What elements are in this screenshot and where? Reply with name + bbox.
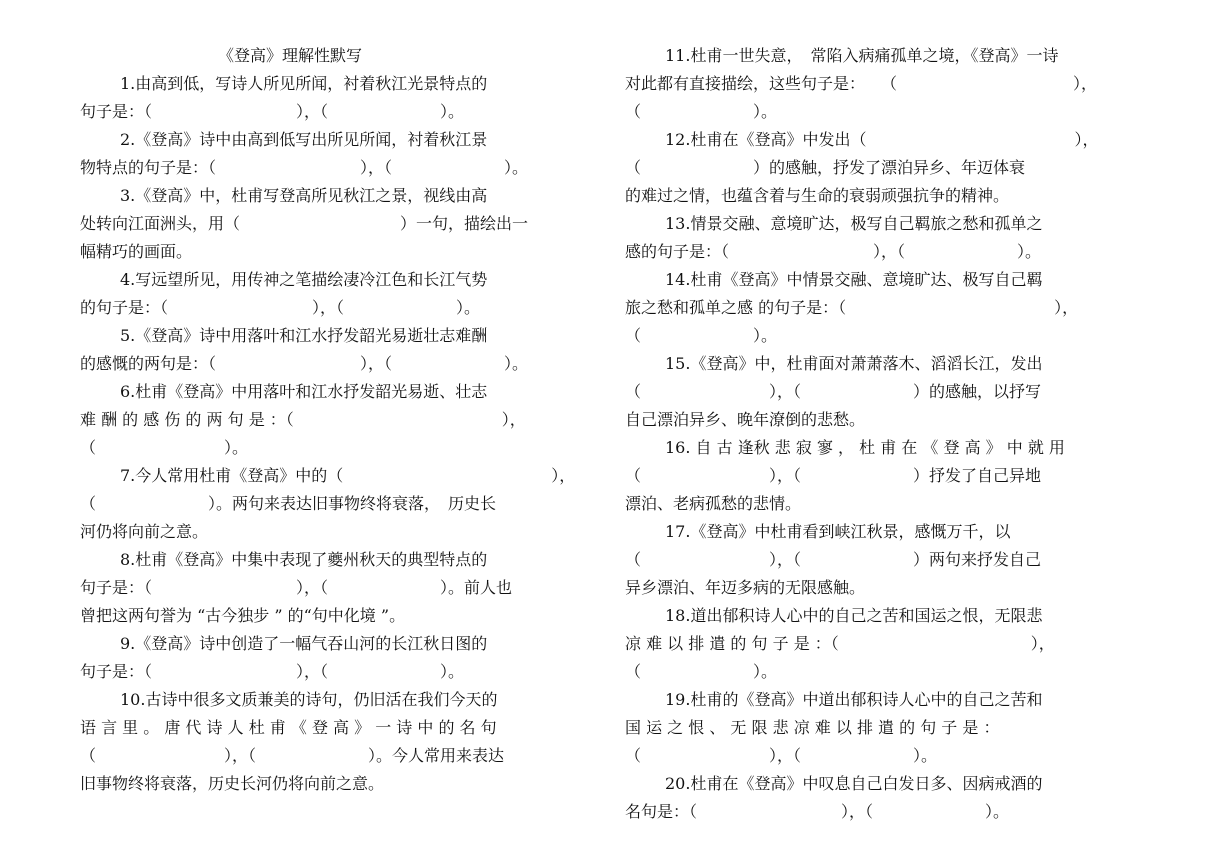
question-line: （ ），（ ）两句来抒发自己: [625, 550, 1042, 569]
question-line: 名句是：（ ），（ ）。: [625, 802, 1010, 821]
question-line: 难 酬 的 感 伤 的 两 句 是 ：（ ），: [80, 410, 526, 429]
question-line: 9.《登高》诗中创造了一幅气吞山河的长江秋日图的: [120, 634, 488, 653]
question-line: （ ）。: [80, 438, 249, 457]
question-line: 的感慨的两句是：（ ），（ ）。: [80, 354, 529, 373]
question-line: 19.杜甫的《登高》中道出郁积诗人心中的自己之苦和: [665, 690, 1043, 709]
question-line: （ ）。两句来表达旧事物终将衰落， 历史长: [80, 494, 497, 513]
question-line: 6.杜甫《登高》中用落叶和江水抒发韶光易逝、壮志: [120, 382, 488, 401]
question-line: （ ），（ ）。今人常用来表达: [80, 746, 505, 765]
question-line: 旧事物终将衰落，历史长河仍将向前之意。: [80, 774, 385, 793]
question-line: （ ），（ ）。: [625, 746, 938, 765]
question-line: 18.道出郁积诗人心中的自己之苦和国运之恨，无限悲: [665, 606, 1043, 625]
question-line: （ ）。: [625, 102, 778, 121]
question-line: （ ）。: [625, 662, 778, 681]
question-line: 2.《登高》诗中由高到低写出所见所闻，衬着秋江景: [120, 130, 488, 149]
question-line: 自己漂泊异乡、晚年潦倒的悲愁。: [625, 410, 866, 429]
question-line: （ ）的感触，抒发了漂泊异乡、年迈体衰: [625, 158, 1026, 177]
question-line: 异乡漂泊、年迈多病的无限感触。: [625, 578, 866, 597]
question-line: （ ），（ ）抒发了自己异地: [625, 466, 1042, 485]
question-line: 旅之愁和孤单之感 的句子是：（ ），: [625, 298, 1079, 317]
question-line: （ ）。: [625, 326, 778, 345]
question-line: 3.《登高》中，杜甫写登高所见秋江之景，视线由高: [120, 186, 488, 205]
question-line: 8.杜甫《登高》中集中表现了夔州秋天的典型特点的: [120, 550, 488, 569]
question-line: 幅精巧的画面。: [80, 242, 193, 261]
question-line: 13.情景交融、意境旷达，极写自己羁旅之愁和孤单之: [665, 214, 1043, 233]
question-line: 5.《登高》诗中用落叶和江水抒发韶光易逝壮志难酬: [120, 326, 488, 345]
question-line: 对此都有直接描绘，这些句子是： （ ），: [625, 74, 1098, 93]
question-line: 4.写远望所见，用传神之笔描绘凄冷江色和长江气势: [120, 270, 488, 289]
question-line: 语 言 里 。 唐 代 诗 人 杜 甫 《 登 高 》 一 诗 中 的 名 句: [80, 718, 497, 737]
question-line: 17.《登高》中杜甫看到峡江秋景，感慨万千，以: [665, 522, 1011, 541]
question-line: 12.杜甫在《登高》中发出（ ），: [665, 130, 1099, 149]
question-line: 14.杜甫《登高》中情景交融、意境旷达、极写自己羁: [665, 270, 1043, 289]
question-line: 1.由高到低，写诗人所见所闻，衬着秋江光景特点的: [120, 74, 488, 93]
question-line: 曾把这两句誉为 “古今独步 ” 的“句中化境 ”。: [80, 606, 406, 625]
question-line: 句子是：（ ），（ ）。前人也: [80, 578, 513, 597]
question-line: 的句子是：（ ），（ ）。: [80, 298, 481, 317]
question-line: 11.杜甫一世失意， 常陷入病痛孤单之境，《登高》一诗: [665, 46, 1059, 65]
question-line: 物特点的句子是：（ ），（ ）。: [80, 158, 529, 177]
question-line: 处转向江面洲头，用（ ）一句，描绘出一: [80, 214, 529, 233]
question-line: 漂泊、老病孤愁的悲情。: [625, 494, 802, 513]
question-line: 15.《登高》中，杜甫面对萧萧落木、滔滔长江，发出: [665, 354, 1043, 373]
question-line: 16. 自 古 逢秋 悲 寂 寥 ， 杜 甫 在 《 登 高 》 中 就 用: [665, 438, 1065, 457]
question-line: 河仍将向前之意。: [80, 522, 209, 541]
question-line: （ ），（ ）的感触，以抒写: [625, 382, 1042, 401]
question-line: 的难过之情，也蕴含着与生命的衰弱顽强抗争的精神。: [625, 186, 1010, 205]
question-line: 20.杜甫在《登高》中叹息自己白发日多、因病戒酒的: [665, 774, 1043, 793]
question-line: 感的句子是：（ ），（ ）。: [625, 242, 1042, 261]
question-line: 国 运 之 恨 、 无 限 悲 凉 难 以 排 遣 的 句 子 是 ：: [625, 718, 1000, 737]
question-line: 10.古诗中很多文质兼美的诗句，仍旧活在我们今天的: [120, 690, 498, 709]
question-line: 句子是：（ ），（ ）。: [80, 102, 465, 121]
question-line: 句子是：（ ），（ ）。: [80, 662, 465, 681]
page-title: 《登高》理解性默写: [218, 46, 363, 65]
question-line: 凉 难 以 排 遣 的 句 子 是 ：（ ），: [625, 634, 1055, 653]
question-line: 7.今人常用杜甫《登高》中的（ ），: [120, 466, 576, 485]
